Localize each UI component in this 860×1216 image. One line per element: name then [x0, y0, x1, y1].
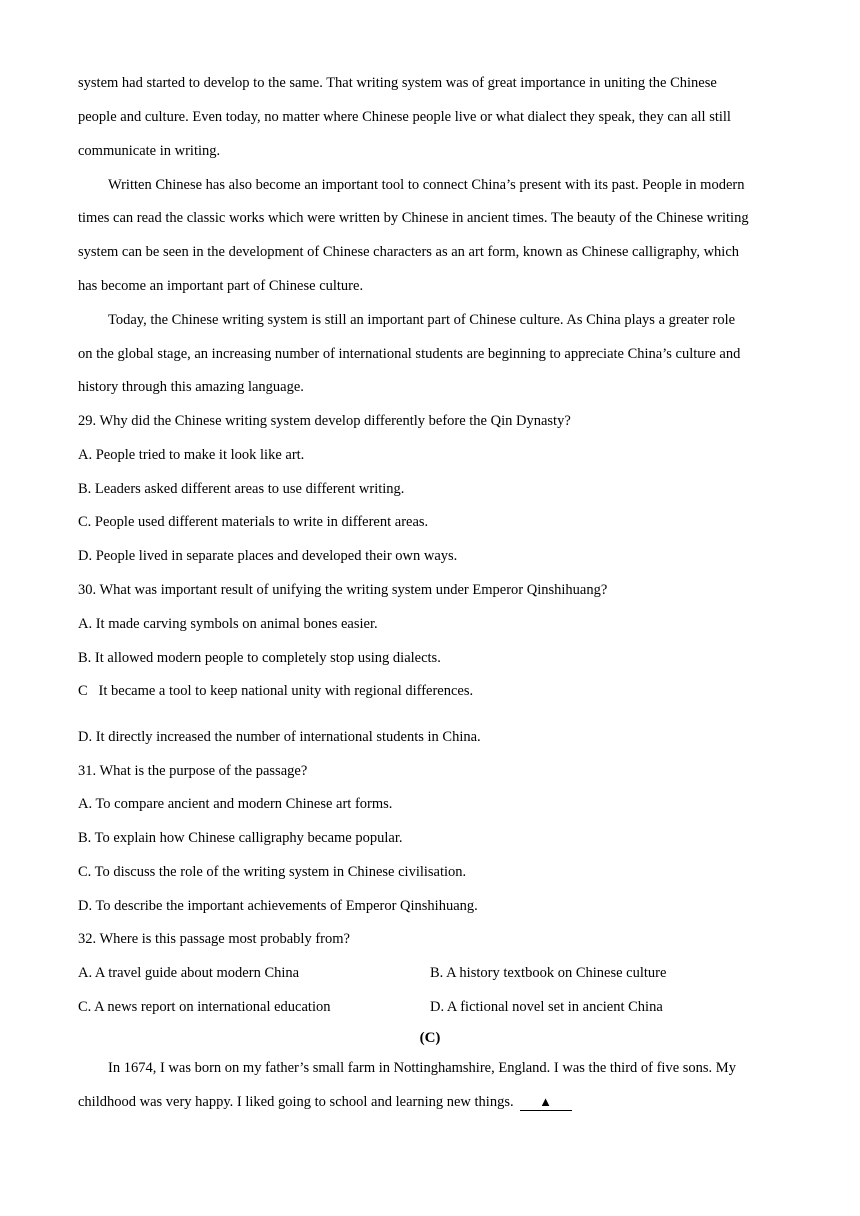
passage-line: history through this amazing language.: [78, 379, 304, 395]
passage-line: on the global stage, an increasing number of international students are beginning to appreciate China’s culture and: [78, 346, 741, 362]
question-31-option-d: D. To describe the important achievements of Emperor Qinshihuang.: [78, 898, 478, 914]
question-31-option-a: A. To compare ancient and modern Chinese art forms.: [78, 796, 393, 812]
question-30-option-a: A. It made carving symbols on animal bones easier.: [78, 616, 378, 632]
question-31-option-c: C. To discuss the role of the writing system in Chinese civilisation.: [78, 864, 467, 880]
question-29-option-b: B. Leaders asked different areas to use different writing.: [78, 481, 405, 497]
question-31-option-b: B. To explain how Chinese calligraphy became popular.: [78, 830, 403, 846]
passage-line: [78, 1093, 572, 1111]
question-32-stem: 32. Where is this passage most probably from?: [78, 931, 350, 947]
question-32-option-d: D. A fictional novel set in ancient China: [430, 999, 663, 1015]
passage-line: In 1674, I was born on my father’s small farm in Nottinghamshire, England. I was the third of five sons. My: [108, 1060, 736, 1076]
passage-line: communicate in writing.: [78, 143, 221, 159]
question-29-option-d: D. People lived in separate places and developed their own ways.: [78, 548, 458, 564]
passage-line: Written Chinese has also become an important tool to connect China’s present with its past. People in modern: [108, 177, 745, 193]
question-29-stem: 29. Why did the Chinese writing system develop differently before the Qin Dynasty?: [78, 413, 571, 429]
question-32-option-b: B. A history textbook on Chinese culture: [430, 965, 667, 981]
question-32-option-a: A. A travel guide about modern China: [78, 965, 300, 981]
passage-line: times can read the classic works which were written by Chinese in ancient times. The beauty of the Chinese writing: [78, 210, 749, 226]
question-30-option-d: D. It directly increased the number of international students in China.: [78, 729, 481, 745]
question-29-option-c: C. People used different materials to write in different areas.: [78, 514, 429, 530]
passage-line: people and culture. Even today, no matter where Chinese people live or what dialect they speak, they can all still: [78, 109, 731, 125]
question-30-option-c: C It became a tool to keep national unity with regional differences.: [78, 683, 474, 699]
passage-line: has become an important part of Chinese culture.: [78, 278, 364, 294]
passage-line: Today, the Chinese writing system is still an important part of Chinese culture. As China plays a greater role: [108, 312, 736, 328]
question-31-stem: 31. What is the purpose of the passage?: [78, 763, 308, 779]
passage-line: system had started to develop to the same. That writing system was of great importance in uniting the Chinese: [78, 75, 717, 91]
passage-text: childhood was very happy. I liked going to school and learning new things.: [78, 1094, 514, 1110]
answer-blank: ▲: [520, 1094, 572, 1111]
question-29-option-a: A. People tried to make it look like art.: [78, 447, 305, 463]
passage-line: system can be seen in the development of Chinese characters as an art form, known as Chinese calligraphy, which: [78, 244, 740, 260]
question-32-option-c: C. A news report on international education: [78, 999, 331, 1015]
question-30-option-b: B. It allowed modern people to completely stop using dialects.: [78, 650, 441, 666]
section-c-title: (C): [419, 1030, 441, 1046]
question-30-stem: 30. What was important result of unifying the writing system under Emperor Qinshihuang?: [78, 582, 608, 598]
